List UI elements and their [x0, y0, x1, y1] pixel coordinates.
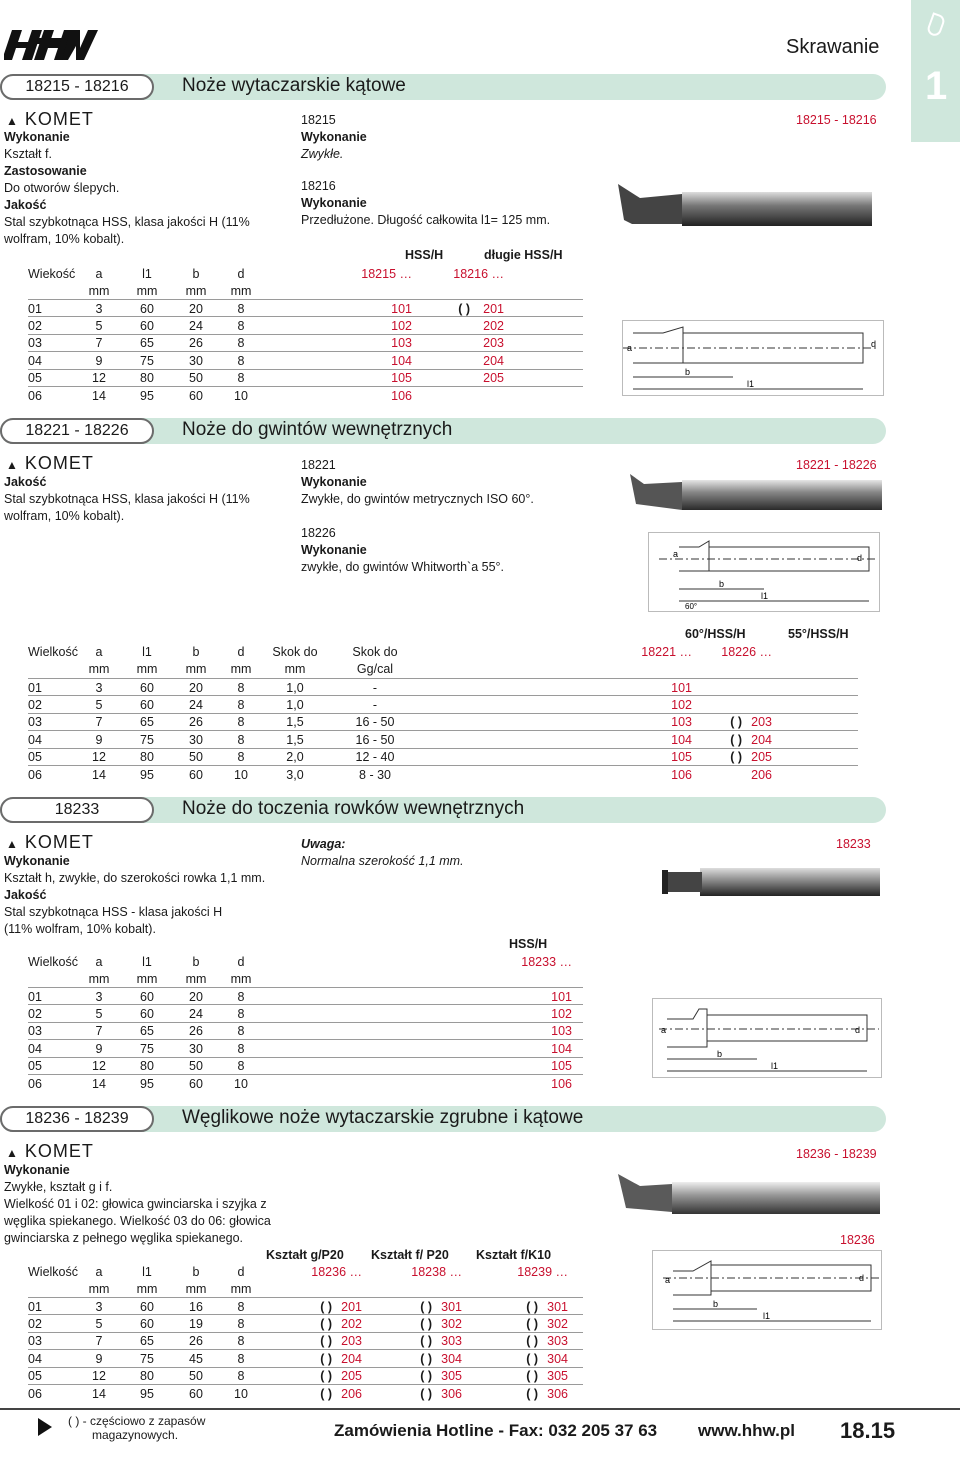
s3-table-row: 06 14 95 60 10 106	[28, 1076, 572, 1091]
s2-grp2: 55°/HSS/H	[788, 627, 849, 641]
s2-table-head: Wielkość a l1 b d Skok do Skok do 18221 … 18226 …	[28, 644, 772, 659]
drill-icon	[926, 12, 947, 37]
s3-table-row: 05 12 80 50 8 105	[28, 1059, 572, 1074]
row-divider	[28, 1367, 583, 1368]
komet-bird-icon: ▲	[6, 837, 19, 851]
s2-table-row: 06 14 95 60 10 3,0 8 - 30 106 206	[28, 767, 772, 782]
section-title: Noże do toczenia rowków wewnętrznych	[182, 798, 525, 819]
tool-photo-18233	[660, 862, 882, 902]
row-divider	[28, 316, 583, 317]
tool-photo-18221	[622, 470, 884, 520]
s4-ref2: 18236	[840, 1233, 875, 1247]
s1-grp2: długie HSS/H	[484, 248, 563, 262]
s2-table-row: 05 12 80 50 8 2,0 12 - 40 105 ( ) 205	[28, 750, 772, 765]
s3-table-row: 01 3 60 20 8 101	[28, 989, 572, 1004]
row-divider	[28, 713, 858, 714]
komet-bird-icon: ▲	[6, 114, 19, 128]
s2-table-row: 02 5 60 24 8 1,0 - 102	[28, 697, 692, 712]
svg-text:b: b	[719, 579, 725, 589]
svg-text:d: d	[855, 1025, 861, 1035]
row-divider	[28, 1314, 583, 1315]
s4-table-row: 02 5 60 19 8 ( ) 202 ( ) 302 ( ) 302	[28, 1316, 568, 1331]
s3-ref: 18233	[836, 837, 871, 851]
s1-desc-left: Wykonanie Kształt f. Zastosowanie Do otworów ślepych. Jakość Stal szybkotnąca HSS, klasa jakości H (11% wolfram, 10% kobalt).	[4, 130, 250, 246]
tech-drawing-18236	[652, 1250, 882, 1330]
s1-table-row: 04 9 75 30 8 104 204	[28, 353, 504, 368]
tool-photo-18215	[612, 180, 874, 240]
brand-logo	[4, 28, 100, 62]
chapter-tab	[911, 0, 960, 142]
s2-table-units: mm mm mm mm mm Gg/cal	[88, 661, 394, 676]
s3-grp1: HSS/H	[509, 937, 548, 951]
s4-desc-left: Wykonanie Zwykłe, kształt g i f. Wielkość 01 i 02: głowica gwinciarska i szyjka z węglika spiekanego. Wielkość 03 do 06: głowica gwinciarska z pełnego węglika spiekanego.	[4, 1163, 271, 1245]
s1-table-row: 01 3 60 20 8 101 ( ) 201	[28, 301, 504, 316]
footer-website[interactable]: www.hhw.pl	[698, 1421, 795, 1440]
tech-drawing-18215	[622, 320, 884, 396]
s4-table-row: 04 9 75 45 8 ( ) 204 ( ) 304 ( ) 304	[28, 1351, 568, 1366]
row-divider	[28, 1332, 583, 1333]
s4-table-row: 06 14 95 60 10 ( ) 206 ( ) 306 ( ) 306	[28, 1386, 568, 1401]
svg-text:l1: l1	[761, 591, 769, 601]
s4-ref: 18236 - 18239	[796, 1147, 877, 1161]
s3-table-head: Wielkość a l1 b d 18233 …	[28, 954, 572, 969]
row-divider	[28, 369, 583, 370]
page-number: 18.15	[840, 1418, 896, 1443]
row-divider	[28, 334, 583, 335]
s2-desc-left: Jakość Stal szybkotnąca HSS, klasa jakości H (11% wolfram, 10% kobalt).	[4, 475, 250, 523]
svg-text:d: d	[871, 339, 877, 349]
row-divider	[28, 386, 583, 387]
komet-bird-icon: ▲	[6, 458, 19, 472]
footer-divider	[0, 1408, 960, 1410]
s1-table-row: 06 14 95 60 10 106	[28, 388, 412, 403]
komet-bird-icon: ▲	[6, 1146, 19, 1160]
komet-logo: ▲ KOMET	[6, 1141, 94, 1161]
s4-table-row: 01 3 60 16 8 ( ) 201 ( ) 301 ( ) 301	[28, 1299, 568, 1314]
row-divider	[28, 748, 858, 749]
section-title: Noże wytaczarskie kątowe	[182, 75, 406, 96]
svg-text:b: b	[713, 1299, 719, 1309]
row-divider	[28, 1057, 583, 1058]
s3-table-row: 04 9 75 30 8 104	[28, 1041, 572, 1056]
section-code: 18233	[0, 797, 154, 823]
s1-table-head: Wiekość a l1 b d 18215 … 18216 …	[28, 266, 504, 281]
svg-text:l1: l1	[747, 379, 755, 389]
s3-table-row: 03 7 65 26 8 103	[28, 1024, 572, 1039]
footer-note: ( ) - częściowo z zapasów magazynowych.	[68, 1414, 206, 1442]
svg-text:d: d	[857, 553, 863, 563]
tool-photo-18236	[612, 1168, 882, 1226]
komet-logo: ▲ KOMET	[6, 832, 94, 852]
footer-hotline: Zamówienia Hotline - Fax: 032 205 37 63	[334, 1421, 658, 1440]
s4-grp: Kształt g/P20 Kształt f/ P20 Kształt f/K10	[266, 1247, 552, 1262]
s4-table-row: 03 7 65 26 8 ( ) 203 ( ) 303 ( ) 303	[28, 1334, 568, 1349]
row-divider	[28, 1349, 583, 1350]
s2-table-row: 03 7 65 26 8 1,5 16 - 50 103 ( ) 203	[28, 715, 772, 730]
row-divider	[28, 1384, 583, 1385]
row-divider	[28, 1004, 583, 1005]
section-title: Noże do gwintów wewnętrznych	[182, 419, 453, 440]
s2-desc-right: 18221 Wykonanie Zwykłe, do gwintów metrycznych ISO 60°. 18226 Wykonanie zwykłe, do gwintów Whitworth`a 55°.	[301, 458, 534, 574]
row-divider	[28, 299, 583, 300]
s1-ref: 18215 - 18216	[796, 113, 877, 127]
s3-desc-right: Uwaga: Normalna szerokość 1,1 mm.	[301, 837, 464, 868]
s1-grp1: HSS/H	[405, 248, 444, 262]
svg-text:b: b	[685, 367, 691, 377]
section-code: 18236 - 18239	[0, 1106, 154, 1132]
section-bar-18215	[0, 74, 886, 100]
komet-logo: ▲ KOMET	[6, 453, 94, 473]
section-code: 18215 - 18216	[0, 74, 154, 100]
svg-text:a: a	[673, 549, 679, 559]
row-divider	[28, 1022, 583, 1023]
row-divider	[28, 695, 858, 696]
row-divider	[28, 351, 583, 352]
s2-table-row: 01 3 60 20 8 1,0 - 101	[28, 680, 692, 695]
svg-text:a: a	[661, 1025, 667, 1035]
tech-drawing-18233	[652, 998, 882, 1078]
svg-text:60°: 60°	[685, 602, 698, 611]
svg-text:a: a	[665, 1275, 671, 1285]
chapter-number: 1	[925, 64, 948, 108]
komet-logo: ▲ KOMET	[6, 109, 94, 129]
svg-text:d: d	[859, 1273, 865, 1283]
section-heading: Skrawanie	[786, 36, 880, 58]
s4-table-head: Wielkość a l1 b d 18236 … 18238 … 18239 …	[28, 1264, 568, 1279]
s4-table-units: mm mm mm mm	[88, 1281, 252, 1296]
footer-arrow-icon	[38, 1418, 52, 1436]
s3-desc-left: Wykonanie Kształt h, zwykłe, do szerokości rowka 1,1 mm. Jakość Stal szybkotnąca HSS - klasa jakości H (11% wolfram, 10% kobalt).	[4, 854, 266, 936]
svg-text:l1: l1	[763, 1311, 771, 1321]
s3-table-units: mm mm mm mm	[88, 971, 252, 986]
tech-drawing-18221	[648, 532, 880, 612]
row-divider	[28, 765, 858, 766]
svg-text:a: a	[627, 343, 633, 353]
section-code: 18221 - 18226	[0, 418, 154, 444]
row-divider	[28, 678, 858, 679]
s2-table-row: 04 9 75 30 8 1,5 16 - 50 104 ( ) 204	[28, 732, 772, 747]
row-divider	[28, 1039, 583, 1040]
s3-table-row: 02 5 60 24 8 102	[28, 1006, 572, 1021]
svg-text:l1: l1	[771, 1061, 779, 1071]
row-divider	[28, 1297, 583, 1298]
s1-table-row: 05 12 80 50 8 105 205	[28, 371, 504, 386]
s1-table-units: mm mm mm mm	[88, 283, 252, 298]
s4-table-row: 05 12 80 50 8 ( ) 205 ( ) 305 ( ) 305	[28, 1369, 568, 1384]
s1-table-row: 02 5 60 24 8 102 202	[28, 318, 504, 333]
s2-ref: 18221 - 18226	[796, 458, 877, 472]
svg-text:b: b	[717, 1049, 723, 1059]
s1-desc-right: 18215 Wykonanie Zwykłe. 18216 Wykonanie Przedłużone. Długość całkowita l1= 125 mm.	[301, 113, 551, 227]
row-divider	[28, 1074, 583, 1075]
s1-table-row: 03 7 65 26 8 103 203	[28, 336, 504, 351]
section-title: Węglikowe noże wytaczarskie zgrubne i kątowe	[182, 1107, 584, 1128]
row-divider	[28, 987, 583, 988]
s2-grp1: 60°/HSS/H	[685, 627, 746, 641]
row-divider	[28, 730, 858, 731]
